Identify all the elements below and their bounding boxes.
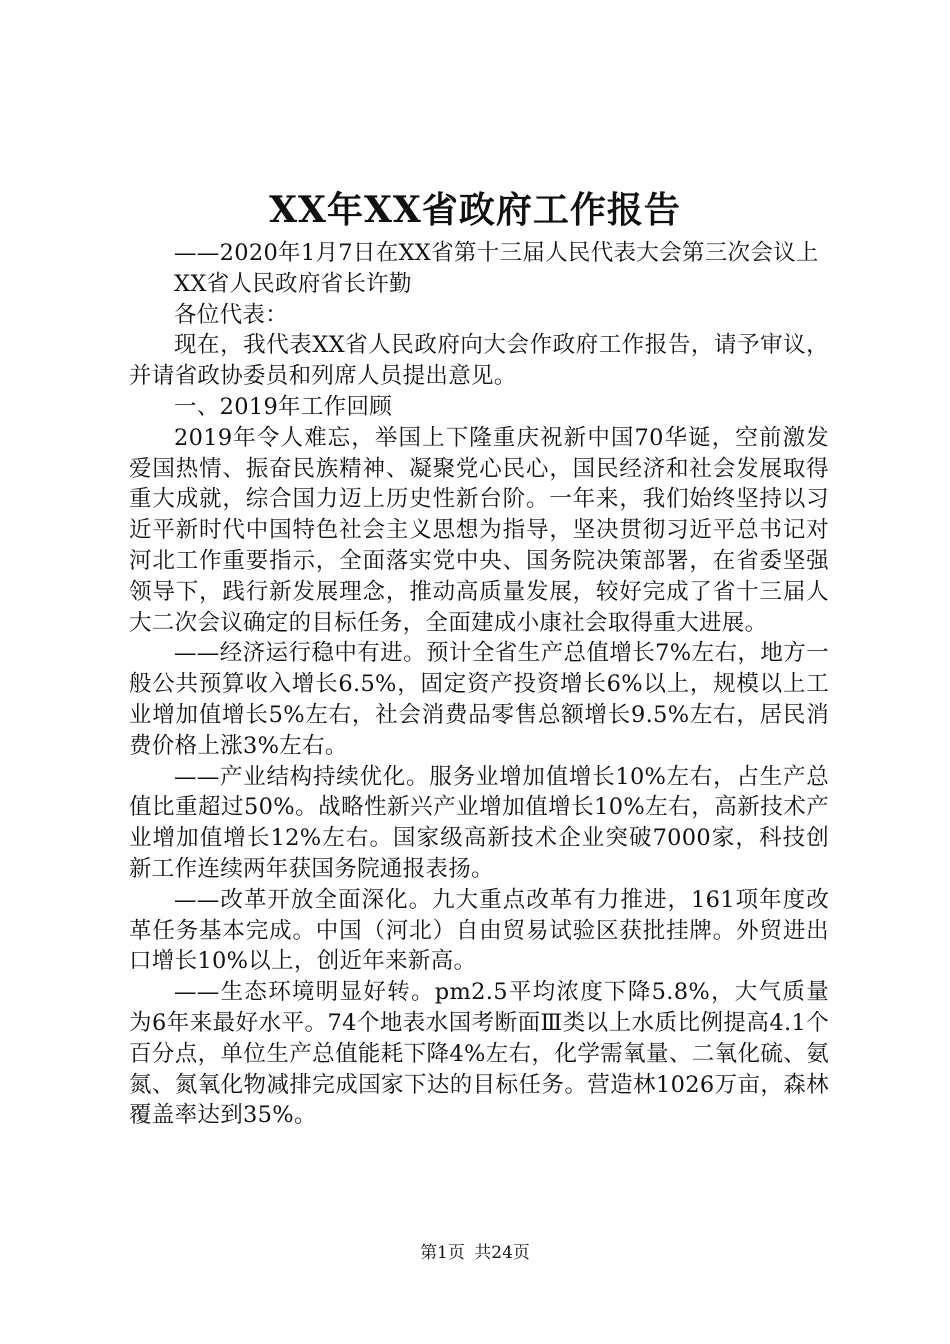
paragraph-reform: ——改革开放全面深化。九大重点改革有力推进，161项年度改革任务基本完成。中国（河北）自由贸易试验区获批挂牌。外贸进出口增长10%以上，创近年来新高。	[129, 886, 829, 975]
paragraph-subtitle: ——2020年1月7日在XX省第十三届人民代表大会第三次会议上	[174, 240, 819, 266]
section-heading: 一、2019年工作回顾	[174, 393, 393, 420]
paragraph-intro: 现在，我代表XX省人民政府向大会作政府工作报告，请予审议，并请省政协委员和列席人员提出意见。	[129, 332, 829, 390]
document-title: XX年XX省政府工作报告	[269, 189, 681, 231]
page-footer: 第1页 共24页	[420, 1243, 530, 1263]
paragraph-salutation: 各位代表：	[174, 301, 289, 328]
paragraph-industry: ——产业结构持续优化。服务业增加值增长10%左右，占生产总值比重超过50%。战略性新兴产业增加值增长10%左右，高新技术产业增加值增长12%左右。国家级高新技术企业突破7000家，科技创新工作连续两年获国务院通报表扬。	[129, 763, 829, 882]
paragraph-economy: ——经济运行稳中有进。预计全省生产总值增长7%左右，地方一般公共预算收入增长6.5%，固定资产投资增长6%以上，规模以上工业增加值增长5%左右，社会消费品零售总额增长9.5%左右，居民消费价格上涨3%左右。	[129, 640, 829, 759]
paragraph-review: 2019年令人难忘，举国上下隆重庆祝新中国70华诞，空前激发爱国热情、振奋民族精神、凝聚党心民心，国民经济和社会发展取得重大成就，综合国力迈上历史性新台阶。一年来，我们始终坚持以习近平新时代中国特色社会主义思想为指导，坚决贯彻习近平总书记对河北工作重要指示，全面落实党中央、国务院决策部署，在省委坚强领导下，践行新发展理念，推动高质量发展，较好完成了省十三届人大二次会议确定的目标任务，全面建成小康社会取得重大进展。	[129, 424, 829, 636]
paragraph-author: XX省人民政府省长许勤	[174, 270, 412, 297]
paragraph-ecology: ——生态环境明显好转。pm2.5平均浓度下降5.8%，大气质量为6年来最好水平。74个地表水国考断面Ⅲ类以上水质比例提高4.1个百分点，单位生产总值能耗下降4%左右，化学需氧量、二氧化硫、氨氮、氮氧化物减排完成国家下达的目标任务。营造林1026万亩，森林覆盖率达到35%。	[129, 979, 829, 1129]
document-body	[129, 238, 829, 1131]
